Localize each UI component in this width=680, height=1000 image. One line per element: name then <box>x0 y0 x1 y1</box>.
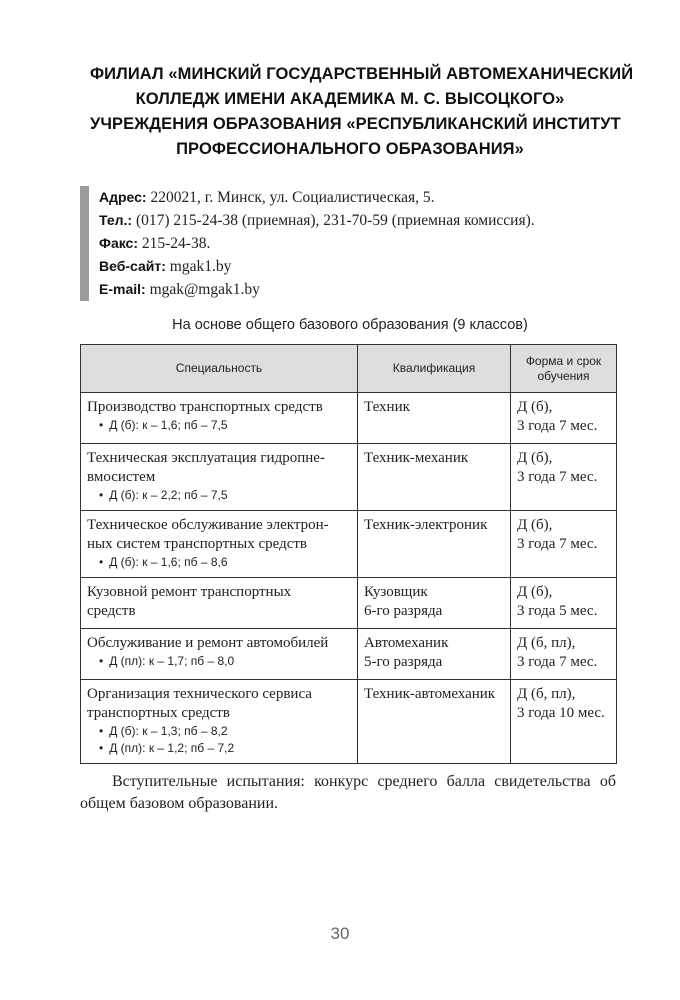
heading-line: ПРОФЕССИОНАЛЬНОГО ОБРАЗОВАНИЯ» <box>176 140 524 158</box>
qualification-line: Техник-электроник <box>364 517 488 533</box>
fax-row <box>99 232 639 255</box>
specialty-cell <box>81 629 358 680</box>
website-label: Веб-сайт: <box>99 258 166 274</box>
qualification-cell <box>358 393 511 444</box>
specialty-cell <box>81 444 358 511</box>
form-duration-line: Д (б), <box>517 399 553 415</box>
form-duration-line: 3 года 7 мес. <box>517 469 598 485</box>
table-header-row <box>81 345 617 393</box>
form-duration-line: Д (б, пл), <box>517 635 576 651</box>
website-row <box>99 255 639 278</box>
form-duration-line: Д (б), <box>517 517 553 533</box>
form-duration-cell <box>511 511 617 578</box>
specialty-name-line: Техническое обслуживание электрон- <box>87 517 329 533</box>
qualification-cell <box>358 444 511 511</box>
phone-row <box>99 209 639 232</box>
column-header-qualification: Квалификация <box>358 345 511 393</box>
table-row <box>81 578 617 629</box>
email-label: E-mail: <box>99 281 146 297</box>
phone-label: Тел.: <box>99 212 133 228</box>
form-duration-cell <box>511 578 617 629</box>
qualification-line: Техник-механик <box>364 450 469 466</box>
table-caption: На основе общего базового образования (9 классов) <box>172 317 528 333</box>
form-duration-cell <box>511 629 617 680</box>
specialty-name-line: Производство транспортных средств <box>87 399 323 415</box>
qualification-cell <box>358 680 511 764</box>
table-row <box>81 629 617 680</box>
qualification-line: 6-го разряда <box>364 603 443 619</box>
email-row <box>99 278 639 301</box>
address-value: 220021, г. Минск, ул. Социалистическая, 5. <box>146 189 435 206</box>
fax-value: 215-24-38. <box>138 235 211 252</box>
table-row <box>81 680 617 764</box>
form-duration-cell <box>511 393 617 444</box>
admission-score-bullet: • Д (б): к – 1,6; пб – 7,5 <box>87 417 353 434</box>
admission-score-bullet: • Д (б): к – 1,3; пб – 8,2 <box>87 723 353 740</box>
qualification-line: Автомеханик <box>364 635 449 651</box>
specialty-name-line: вмосистем <box>87 469 156 485</box>
qualification-line: Техник-автомеханик <box>364 686 496 702</box>
specialty-name-line: Организация технического сервиса <box>87 686 312 702</box>
address-label: Адрес: <box>99 189 147 205</box>
admission-score-bullet: • Д (б): к – 2,2; пб – 7,5 <box>87 487 353 504</box>
specialty-name-line: транспортных средств <box>87 705 230 721</box>
specialty-cell <box>81 511 358 578</box>
admission-score-bullet: • Д (пл): к – 1,7; пб – 8,0 <box>87 653 353 670</box>
heading-line: УЧРЕЖДЕНИЯ ОБРАЗОВАНИЯ «РЕСПУБЛИКАНСКИЙ ИНСТИТУТ <box>90 115 621 133</box>
qualification-cell <box>358 629 511 680</box>
contacts-block <box>80 186 639 301</box>
specialty-cell <box>81 578 358 629</box>
form-duration-cell <box>511 444 617 511</box>
phone-value: (017) 215-24-38 (приемная), 231-70-59 (приемная комиссия). <box>132 212 535 229</box>
form-duration-line: 3 года 10 мес. <box>517 705 605 721</box>
qualification-cell <box>358 511 511 578</box>
address-row <box>99 186 639 209</box>
page-heading <box>90 62 634 162</box>
qualification-cell <box>358 578 511 629</box>
specialty-name-line: Техническая эксплуатация гидропне- <box>87 450 325 466</box>
form-duration-line: Д (б, пл), <box>517 686 576 702</box>
heading-line: ФИЛИАЛ «МИНСКИЙ ГОСУДАРСТВЕННЫЙ АВТОМЕХАНИЧЕСКИЙ <box>90 65 634 83</box>
table-row <box>81 393 617 444</box>
specialty-name-line: Обслуживание и ремонт автомобилей <box>87 635 329 651</box>
page-number: 30 <box>330 924 350 943</box>
table-row <box>81 444 617 511</box>
form-duration-line: 3 года 7 мес. <box>517 418 598 434</box>
form-duration-line: 3 года 7 мес. <box>517 654 598 670</box>
column-header-specialty: Специальность <box>81 345 358 393</box>
admission-score-bullet: • Д (б): к – 1,6; пб – 8,6 <box>87 554 353 571</box>
specialty-cell <box>81 680 358 764</box>
form-duration-line: 3 года 5 мес. <box>517 603 598 619</box>
entrance-exam-note: Вступительные испытания: конкурс среднего балла свидетельства об общем базовом образовании. <box>80 773 616 812</box>
specialty-name-line: Кузовной ремонт транспортных <box>87 584 292 600</box>
heading-line: КОЛЛЕДЖ ИМЕНИ АКАДЕМИКА М. С. ВЫСОЦКОГО» <box>135 90 565 108</box>
email-link[interactable]: mgak@mgak1.by <box>145 281 260 298</box>
column-header-form: Форма и срок обучения <box>511 345 617 393</box>
qualification-line: Техник <box>364 399 410 415</box>
admission-score-bullet: • Д (пл): к – 1,2; пб – 7,2 <box>87 740 353 757</box>
specialty-name-line: ных систем транспортных средств <box>87 536 308 552</box>
qualification-line: 5-го разряда <box>364 654 443 670</box>
website-link[interactable]: mgak1.by <box>165 258 232 275</box>
table-row <box>81 511 617 578</box>
qualification-line: Кузовщик <box>364 584 428 600</box>
specialty-name-line: средств <box>87 603 136 619</box>
form-duration-cell <box>511 680 617 764</box>
specialty-cell <box>81 393 358 444</box>
form-duration-line: 3 года 7 мес. <box>517 536 598 552</box>
form-duration-line: Д (б), <box>517 450 553 466</box>
form-duration-line: Д (б), <box>517 584 553 600</box>
fax-label: Факс: <box>99 235 139 251</box>
specialties-table <box>80 344 617 764</box>
